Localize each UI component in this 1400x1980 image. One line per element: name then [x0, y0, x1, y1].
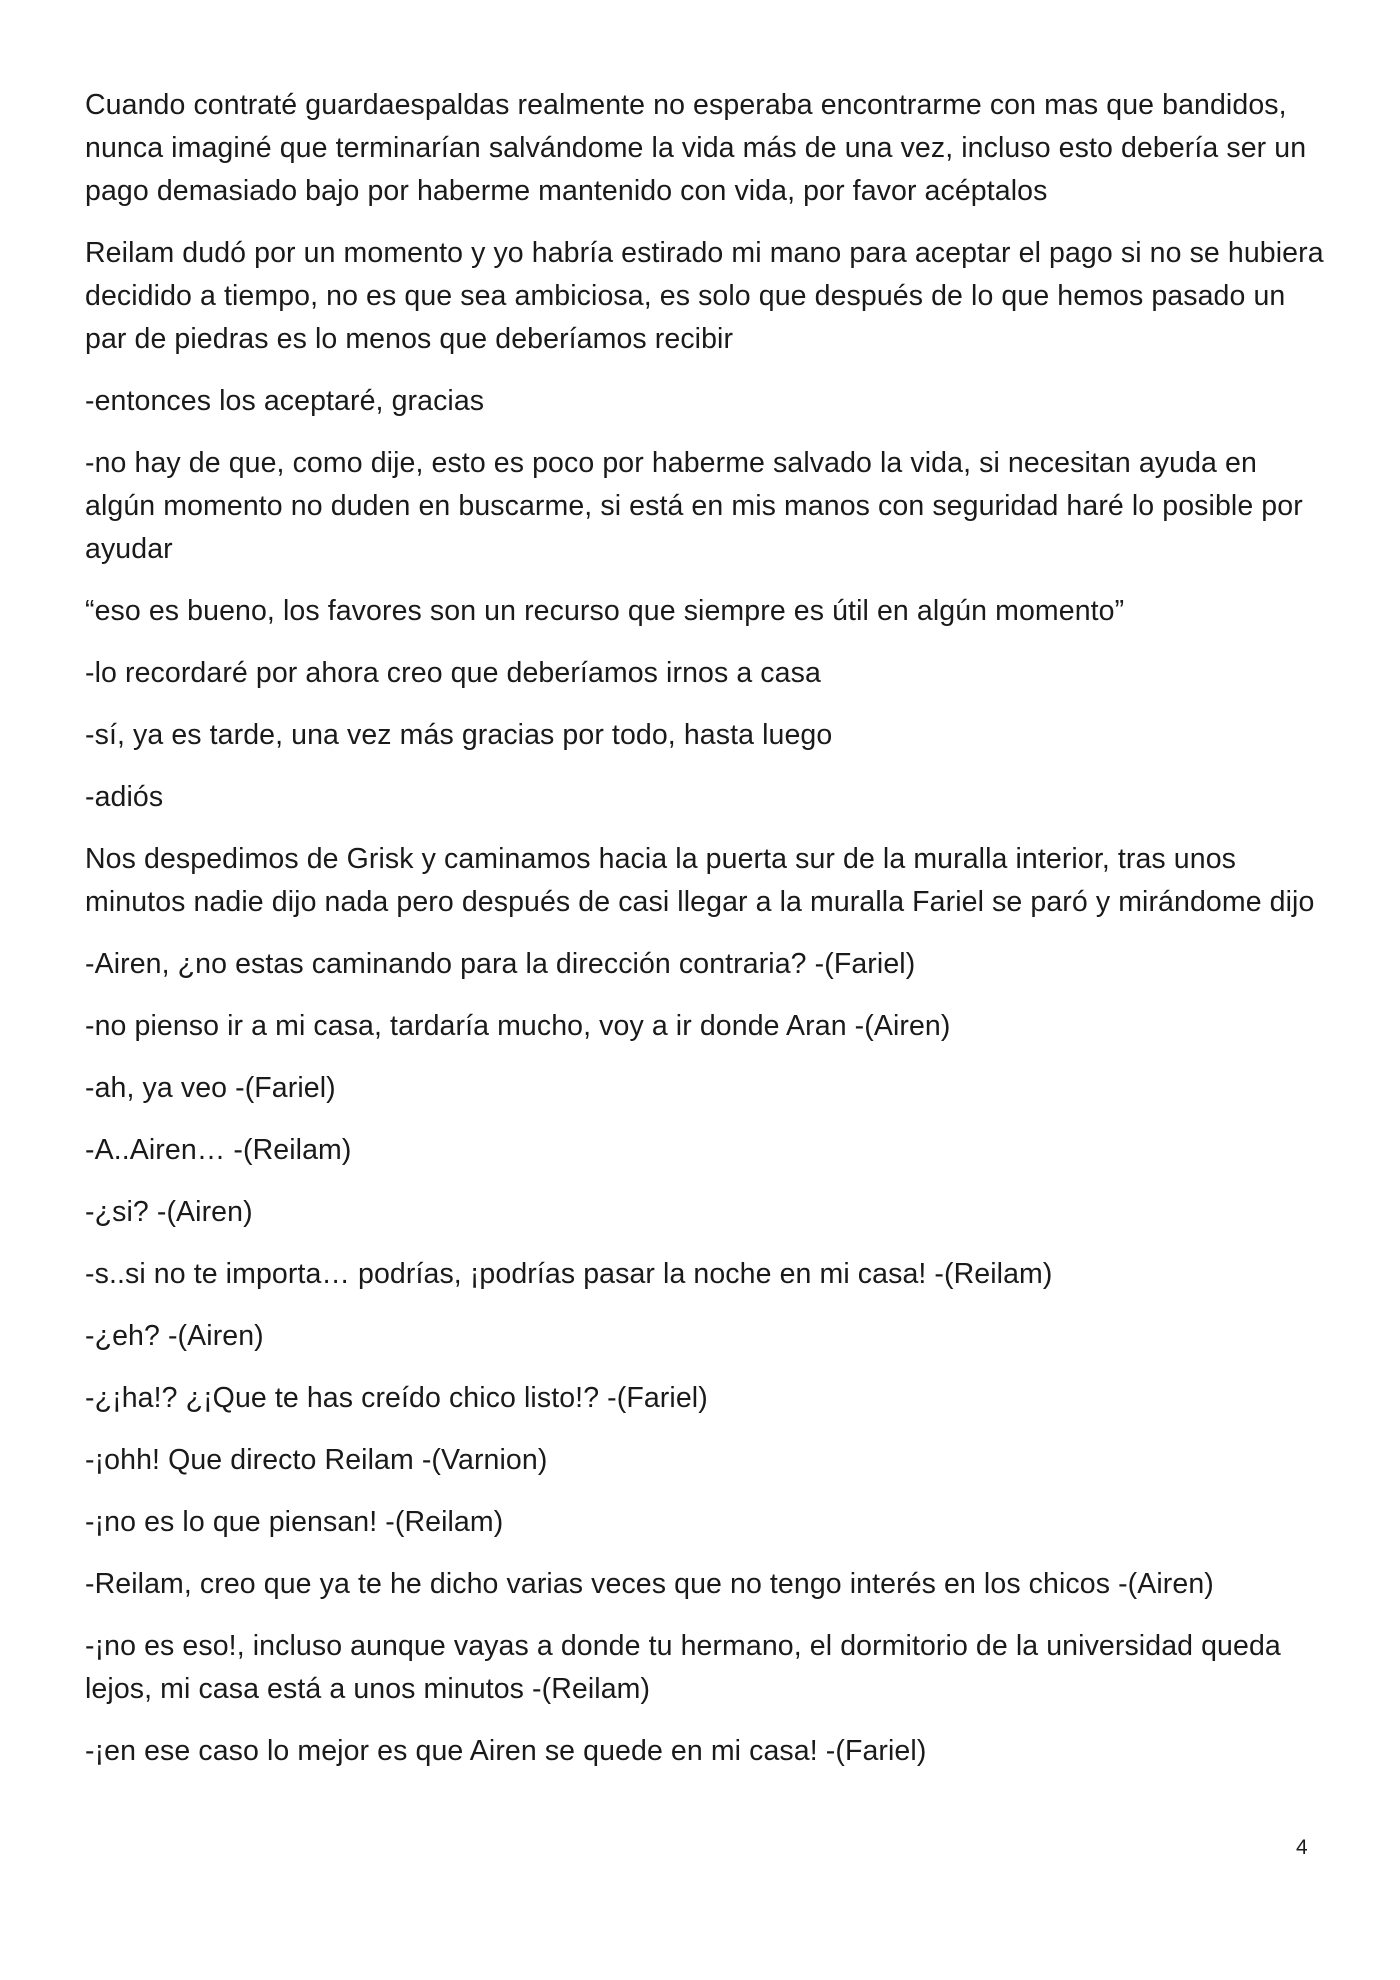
paragraph: -s..si no te importa… podrías, ¡podrías pasar la noche en mi casa! -(Reilam) [85, 1258, 1053, 1290]
paragraph: -sí, ya es tarde, una vez más gracias por todo, hasta luego [85, 719, 833, 751]
paragraph: Cuando contraté guardaespaldas realmente no esperaba encontrarme con mas que bandidos, nunca imaginé que terminarían salvándome la vida más de una vez, incluso esto debería ser un pago demasiado bajo por haberme mantenido con vida, por favor acéptalos [85, 89, 1307, 207]
paragraph: -¿eh? -(Airen) [85, 1320, 264, 1352]
paragraph: -¿¡ha!? ¿¡Que te has creído chico listo!? -(Fariel) [85, 1382, 708, 1414]
paragraph: -A..Airen… -(Reilam) [85, 1134, 352, 1166]
paragraph: -no hay de que, como dije, esto es poco por haberme salvado la vida, si necesitan ayuda en algún momento no duden en buscarme, si está en mis manos con seguridad haré lo posible por ayudar [85, 447, 1303, 565]
paragraph: -¡ohh! Que directo Reilam -(Varnion) [85, 1444, 548, 1476]
paragraph: -Airen, ¿no estas caminando para la dirección contraria? -(Fariel) [85, 948, 916, 980]
paragraph: -Reilam, creo que ya te he dicho varias veces que no tengo interés en los chicos -(Airen) [85, 1568, 1214, 1600]
paragraph: -¡no es lo que piensan! -(Reilam) [85, 1506, 504, 1538]
paragraph: -¿si? -(Airen) [85, 1196, 253, 1228]
paragraph: “eso es bueno, los favores son un recurso que siempre es útil en algún momento” [85, 595, 1125, 627]
paragraph: -lo recordaré por ahora creo que deberíamos irnos a casa [85, 657, 821, 689]
paragraph: -¡no es eso!, incluso aunque vayas a donde tu hermano, el dormitorio de la universidad queda lejos, mi casa está a unos minutos -(Reilam) [85, 1630, 1281, 1705]
paragraph: -ah, ya veo -(Fariel) [85, 1072, 336, 1104]
paragraph: -entonces los aceptaré, gracias [85, 385, 485, 417]
paragraph: Nos despedimos de Grisk y caminamos hacia la puerta sur de la muralla interior, tras unos minutos nadie dijo nada pero después de casi llegar a la muralla Fariel se paró y mirándome dijo [85, 843, 1315, 918]
paragraph: -adiós [85, 781, 164, 813]
page-number: 4 [1296, 1836, 1308, 1859]
paragraph: -no pienso ir a mi casa, tardaría mucho, voy a ir donde Aran -(Airen) [85, 1010, 951, 1042]
paragraph: -¡en ese caso lo mejor es que Airen se quede en mi casa! -(Fariel) [85, 1735, 927, 1767]
paragraph: Reilam dudó por un momento y yo habría estirado mi mano para aceptar el pago si no se hubiera decidido a tiempo, no es que sea ambiciosa, es solo que después de lo que hemos pasado un par de piedras es lo menos que deberíamos recibir [85, 237, 1324, 355]
page-body [85, 84, 1325, 1792]
